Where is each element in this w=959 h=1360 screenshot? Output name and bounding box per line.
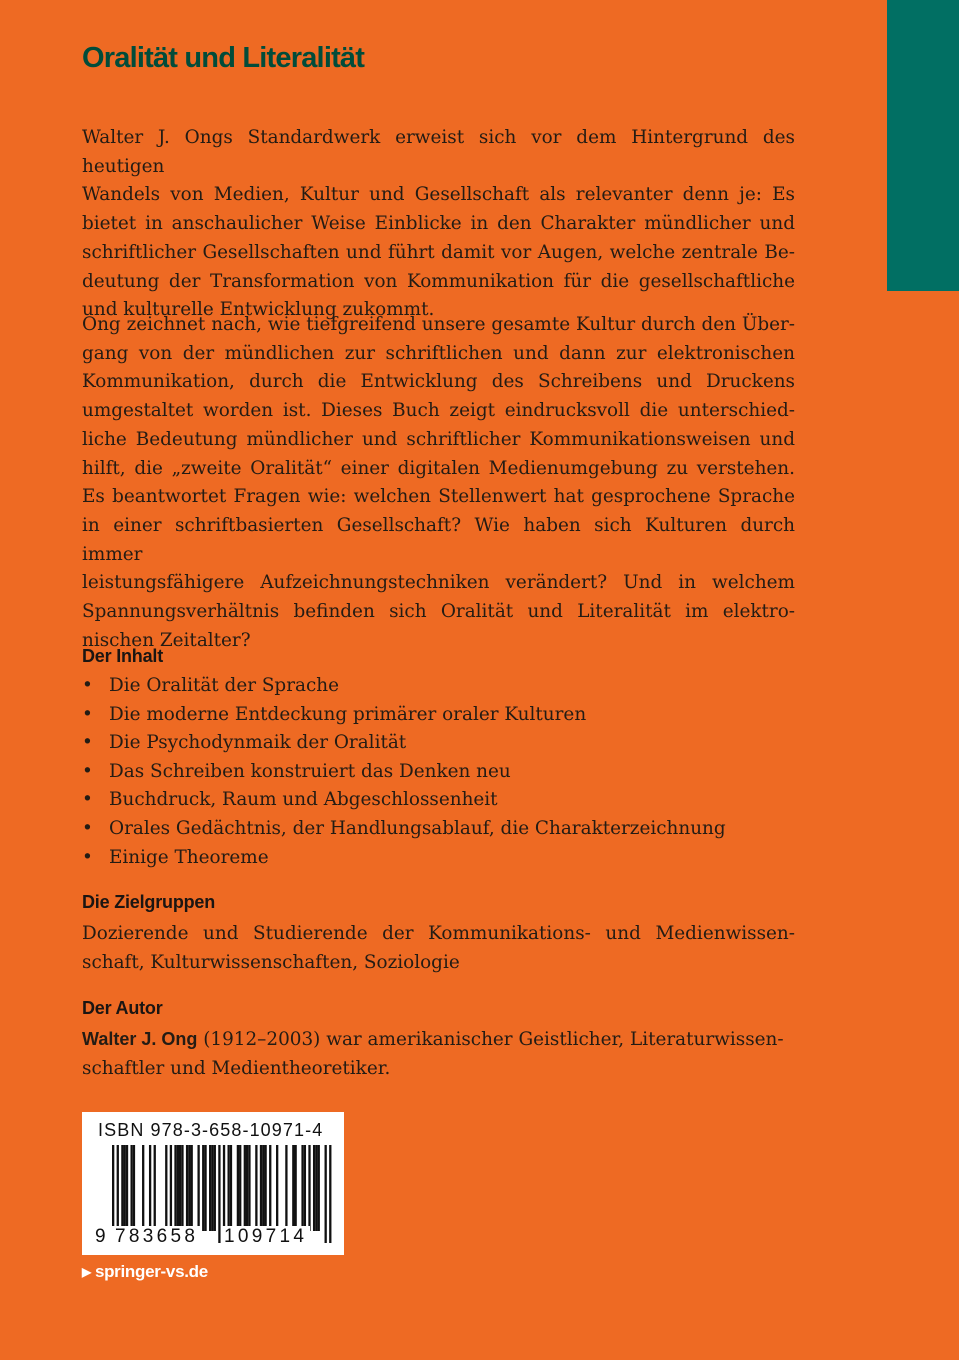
barcode-bar [197,1145,199,1231]
barcode-bar [202,1145,204,1231]
barcode-bar [228,1145,230,1231]
barcode-bar [285,1145,287,1231]
barcode-bar [177,1145,179,1231]
publisher-link[interactable] [82,1260,208,1284]
barcode-bar [133,1145,135,1231]
description-paragraph-2 [82,311,795,655]
isbn-barcode [82,1112,344,1255]
bullet-icon: • [82,703,93,725]
text-line: gang von der mündlichen zur schriftlichen und dann zur elektronischen [82,342,795,364]
text-line: Dozierende und Studierende der Kommunikations- und Medienwissen- [82,923,795,944]
contents-item [82,758,726,787]
contents-item [82,844,726,873]
ean-right-digits: 109714 [221,1226,310,1248]
author-paragraph [82,1025,795,1083]
barcode-bar [246,1145,248,1231]
text-line: bietet in anschaulicher Weise Einblicke in den Charakter mündlicher und [82,213,795,235]
contents-item-text: Buchdruck, Raum und Abgeschlossenheit [109,789,498,811]
publisher-url[interactable]: springer-vs.de [94,1262,208,1281]
barcode-bar [294,1145,296,1231]
barcode-bar [165,1145,167,1231]
barcode-bar [244,1145,246,1231]
barcode-bar [154,1145,156,1231]
accent-tab [887,0,959,291]
barcode-bar [308,1145,310,1231]
contents-item-text: Orales Gedächtnis, der Handlungsablauf, die Charakterzeichnung [109,817,726,839]
barcode-bar [174,1145,176,1231]
barcode-bar [230,1145,232,1231]
barcode-bar [186,1145,188,1231]
barcode-bar [264,1145,266,1231]
contents-item [82,701,726,730]
barcode-bar [269,1145,271,1231]
bullet-icon: • [82,732,93,754]
ean-left-digits: 783658 [112,1226,201,1248]
contents-item-text: Das Schreiben konstruiert das Denken neu [109,760,511,782]
author-name: Walter J. Ong [82,1029,198,1049]
bullet-icon: • [82,817,93,839]
barcode-bar [248,1145,250,1231]
text-line: schriftlicher Gesellschaften und führt damit vor Augen, welche zentrale Be- [82,241,795,263]
text-line: schaft, Kulturwissenschaften, Soziologie [82,951,460,973]
contents-item [82,672,726,701]
author-text [82,1025,795,1083]
barcode-bar [188,1145,190,1231]
isbn-label: ISBN 978-3-658-10971-4 [98,1120,324,1140]
ean-first-digit: 9 [95,1226,106,1247]
barcode-bar [170,1145,172,1231]
contents-item-text: Die Psychodynmaik der Oralität [109,732,407,754]
barcode-bar [255,1145,257,1231]
text-line: Ong zeichnet nach, wie tiefgreifend unsere gesamte Kultur durch den Über- [82,314,795,335]
text-line: und kulturelle Entwicklung zukommt. [82,299,435,321]
author-bio-line-2: schaftler und Medientheoretiker. [82,1057,391,1079]
barcode-bar [329,1145,331,1243]
audience-paragraph [82,920,795,977]
contents-item [82,786,726,815]
audience-text [82,920,795,977]
barcode-bar [318,1145,320,1231]
barcode-bar [292,1145,294,1231]
contents-heading: Der Inhalt [82,646,164,666]
paragraph-2-text [82,311,795,655]
barcode-bar [276,1145,278,1231]
barcode-bar [130,1145,132,1231]
contents-list [82,672,726,872]
barcode-bar [214,1145,216,1231]
contents-item-text: Einige Theoreme [109,846,269,868]
barcode-bar [191,1145,193,1231]
barcode-bar [126,1145,128,1231]
contents-item [82,729,726,758]
arrow-right-icon: ▶ [82,1265,91,1279]
barcode-bar [142,1145,144,1231]
barcode-bar [315,1145,317,1231]
contents-item-text: Die Oralität der Sprache [109,675,339,696]
barcode-bar [124,1145,126,1231]
barcode-bar [237,1145,239,1231]
barcode-bar [313,1145,315,1231]
text-line: Es beantwortet Fragen wie: welchen Stellenwert hat gesprochene Sprache [82,486,795,508]
text-line: liche Bedeutung mündlicher und schriftlicher Kommunikationsweisen und [82,428,795,450]
barcode-bar [260,1145,262,1231]
barcode-bar [149,1145,151,1231]
description-paragraph-1 [82,124,795,325]
contents-item-text: Die moderne Entdeckung primärer oraler Kulturen [109,703,587,725]
barcode-bar [211,1145,213,1231]
barcode-bar [262,1145,264,1231]
barcode-bar [209,1145,211,1231]
text-line: in einer schriftbasierten Gesellschaft? Wie haben sich Kulturen durch immer [82,514,795,565]
text-line: hilft, die „zweite Oralität“ einer digitalen Medienumgebung zu verstehen. [82,457,795,479]
book-title: Oralität und Literalität [82,42,365,74]
barcode-bar [239,1145,241,1231]
text-line: Kommunikation, durch die Entwicklung des Schreibens und Druckens [82,371,795,393]
text-line: Wandels von Medien, Kultur und Gesellschaft als relevanter denn je: Es [82,184,795,206]
barcode-bar [204,1145,206,1231]
contents-item [82,815,726,844]
barcode-bar [301,1145,303,1231]
text-line: umgestaltet worden ist. Dieses Buch zeigt eindrucksvoll die unterschied- [82,400,795,422]
author-heading: Der Autor [82,998,163,1018]
bullet-icon: • [82,846,93,868]
barcode-bar [304,1145,306,1231]
barcode-bar [121,1145,123,1231]
audience-heading: Die Zielgruppen [82,892,216,912]
bullet-icon: • [82,789,93,811]
text-line: leistungsfähigere Aufzeichnungstechniken verändert? Und in welchem [82,572,795,594]
text-line: deutung der Transformation von Kommunikation für die gesellschaftliche [82,270,795,292]
text-line: Spannungsverhältnis befinden sich Oralität und Literalität im elektro- [82,601,795,623]
bullet-icon: • [82,675,93,696]
text-line: Walter J. Ongs Standardwerk erweist sich vor dem Hintergrund des heutigen [82,127,795,177]
author-bio-line-1: (1912–2003) war amerikanischer Geistlicher, Literaturwissen- [197,1029,784,1050]
barcode-bar [179,1145,181,1231]
barcode-bar [325,1145,327,1243]
barcode-bar [181,1145,183,1231]
paragraph-1-text [82,124,795,325]
bullet-icon: • [82,760,93,782]
text-line: nischen Zeitalter? [82,629,251,651]
